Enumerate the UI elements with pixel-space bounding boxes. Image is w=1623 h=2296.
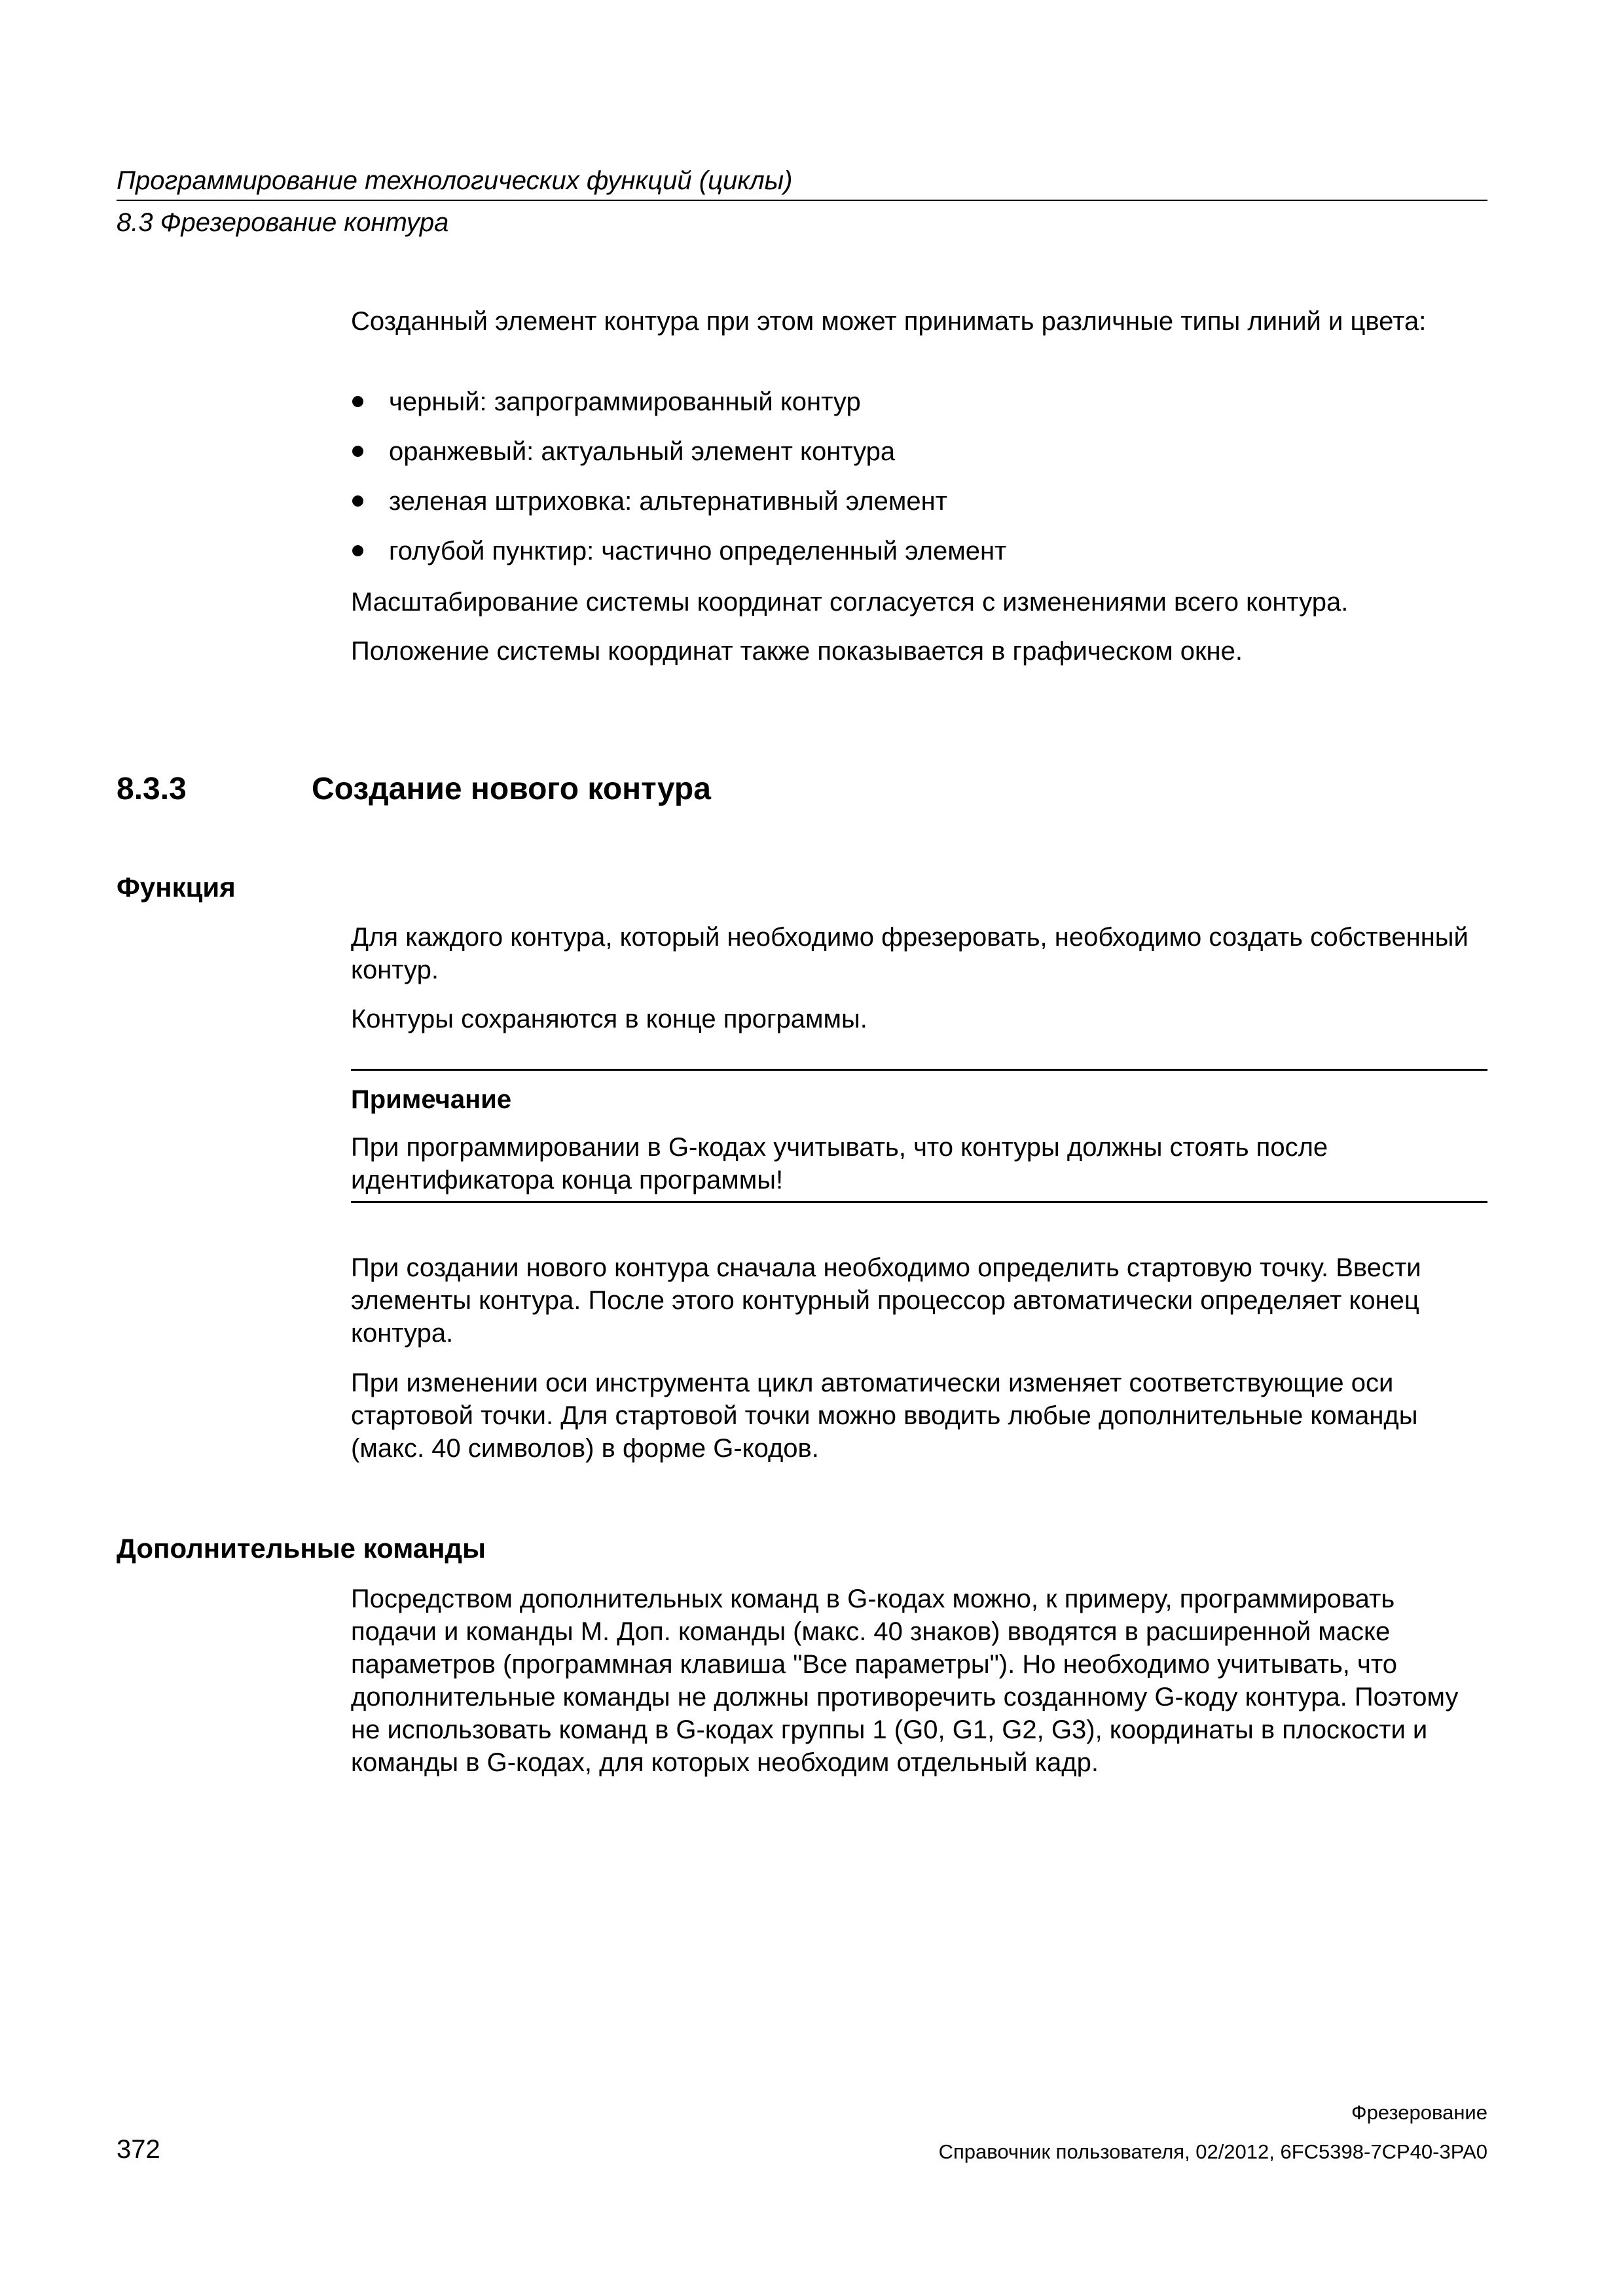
new-contour-text: При создании нового контура сначала необходимо определить стартовую точку. Ввести элементы контура. После этого контурный процессор автоматически определяет конец контура. [351,1253,1421,1348]
list-item [351,535,1487,567]
bullet-icon [352,446,363,457]
tool-axis-paragraph [351,1367,1487,1465]
position-text: Положение системы координат также показывается в графическом окне. [351,637,1243,666]
footer-reference: Справочник пользователя, 02/2012, 6FC5398-7CP40-3PA0 [938,2140,1487,2163]
scaling-paragraph [351,586,1487,619]
function-paragraph-1 [351,921,1487,986]
scaling-text: Масштабирование системы координат согласуется с изменениями всего контура. [351,588,1349,617]
list-item-text: оранжевый: актуальный элемент контура [389,437,896,466]
position-paragraph [351,635,1487,668]
footer-document-name: Фрезерование [1351,2101,1487,2124]
list-item [351,386,1487,418]
list-item-text: зеленая штриховка: альтернативный элемент [389,487,948,516]
bullet-icon [352,495,363,507]
running-header-section: 8.3 Фрезерование контура [117,208,449,237]
list-item [351,485,1487,518]
page-number: 372 [117,2135,160,2164]
note-body [351,1131,1487,1196]
intro-lead-paragraph [351,305,1487,338]
additional-commands-heading: Дополнительные команды [117,1533,486,1564]
function-paragraph-2 [351,1003,1487,1035]
function-heading: Функция [117,872,236,903]
bullet-icon [352,545,363,556]
note-title: Примечание [351,1085,512,1114]
list-item-text: черный: запрограммированный контур [389,387,861,416]
line-type-list [351,386,1487,584]
section-number: 8.3.3 [117,772,187,806]
note-bottom-rule [351,1201,1487,1203]
list-item-text: голубой пунктир: частично определенный элемент [389,537,1007,565]
additional-commands-text: Посредством дополнительных команд в G-кодах можно, к примеру, программировать подачи и команды M. Доп. команды (макс. 40 знаков) вводятся в расширенной маске параметров (программная клавиша "Все параметры"). Но необходимо учитывать, что дополнительные команды не должны противоречить созданному G-коду контура. Поэтому не использовать команд в G-кодах группы 1 (G0, G1, G2, G3), координаты в плоскости и команды в G-кодах, для которых необходим отдельный кадр. [351,1585,1459,1777]
intro-lead-text: Созданный элемент контура при этом может принимать различные типы линий и цвета: [351,307,1427,336]
additional-commands-paragraph [351,1583,1487,1779]
note-top-rule [351,1069,1487,1071]
header-divider [117,200,1487,201]
tool-axis-text: При изменении оси инструмента цикл автоматически изменяет соответствующие оси стартовой точки. Для стартовой точки можно вводить любые дополнительные команды (макс. 40 символов) в форме G-кодов. [351,1369,1418,1463]
section-title: Создание нового контура [312,772,711,806]
running-header-chapter: Программирование технологических функций (циклы) [117,166,793,195]
function-text-2: Контуры сохраняются в конце программы. [351,1005,867,1033]
new-contour-paragraph [351,1251,1487,1350]
function-text-1: Для каждого контура, который необходимо фрезеровать, необходимо создать собственный контур. [351,923,1468,984]
bullet-icon [352,396,363,407]
note-text: При программировании в G-кодах учитывать, что контуры должны стоять после идентификатора конца программы! [351,1133,1328,1194]
list-item [351,435,1487,468]
